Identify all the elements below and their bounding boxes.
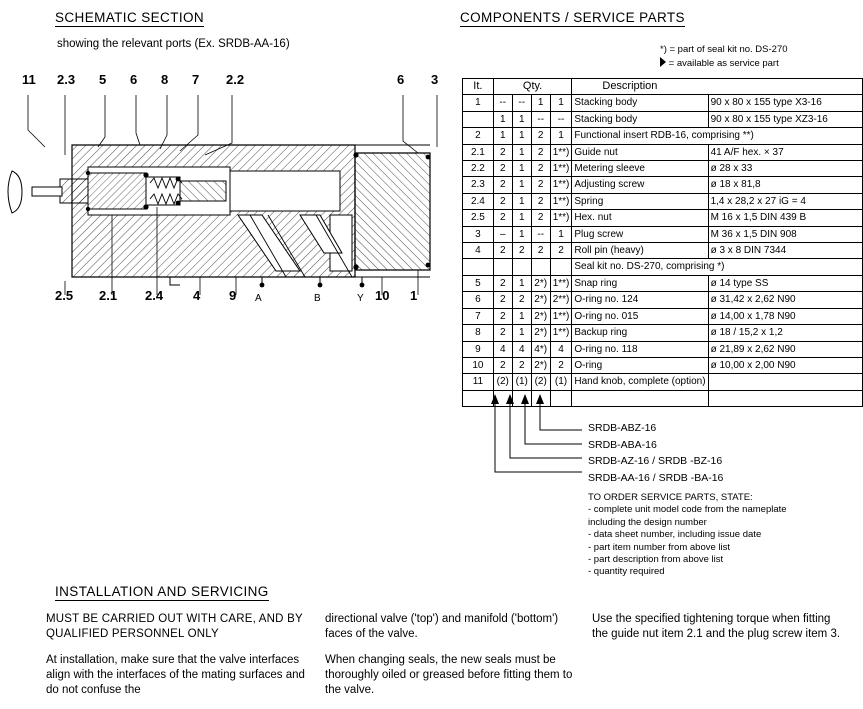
cell-spec: ø 14,00 x 1,78 N90 bbox=[708, 308, 862, 324]
table-row bbox=[463, 243, 863, 259]
cell-spec: ø 3 x 8 DIN 7344 bbox=[708, 243, 862, 259]
callout-bot-1: 2.5 bbox=[55, 288, 74, 303]
cell-qty: 2 bbox=[550, 357, 572, 373]
cell-qty: 2 bbox=[493, 210, 512, 226]
table-row bbox=[463, 144, 863, 160]
cell-qty: 4 bbox=[512, 341, 531, 357]
cell-qty: 1**) bbox=[550, 161, 572, 177]
header-qty: Qty. bbox=[493, 79, 572, 95]
table-row bbox=[463, 111, 863, 127]
installation-column-1 bbox=[46, 612, 311, 709]
callout-bot-6: 10 bbox=[375, 288, 390, 303]
cell-qty: 2 bbox=[493, 193, 512, 209]
cell-qty: (1) bbox=[512, 374, 531, 390]
cell-qty: 2 bbox=[493, 243, 512, 259]
cell-qty: 2 bbox=[531, 243, 550, 259]
cell-qty bbox=[493, 259, 512, 275]
callout-bot-7: 1 bbox=[410, 288, 418, 303]
cell-qty: 2 bbox=[512, 292, 531, 308]
cell-spec: 41 A/F hex. × 37 bbox=[708, 144, 862, 160]
cell-qty: 2 bbox=[531, 177, 550, 193]
cell-qty: 1**) bbox=[550, 144, 572, 160]
cell-qty: 4 bbox=[493, 341, 512, 357]
cell-spec: ø 31,42 x 2,62 N90 bbox=[708, 292, 862, 308]
callout-top-8: 6 bbox=[397, 72, 405, 87]
cell-qty: 1 bbox=[512, 226, 531, 242]
model-code-item: SRDB-AZ-16 / SRDB -BZ-16 bbox=[588, 455, 723, 467]
schematic-subtitle: showing the relevant ports (Ex. SRDB-AA-16) bbox=[57, 38, 290, 50]
cell-item bbox=[463, 111, 494, 127]
installation-section-title bbox=[55, 584, 269, 599]
cell-qty: 2 bbox=[531, 128, 550, 144]
port-label-a: A bbox=[255, 293, 262, 304]
cell-qty: 2*) bbox=[531, 275, 550, 291]
port-label-b: B bbox=[314, 293, 321, 304]
cell-qty: 1 bbox=[512, 144, 531, 160]
cell-qty: 2 bbox=[493, 161, 512, 177]
table-row bbox=[463, 275, 863, 291]
cell-qty: – bbox=[493, 226, 512, 242]
cell-qty: 1 bbox=[512, 177, 531, 193]
cell-qty: 1 bbox=[512, 308, 531, 324]
cell-spec: M 36 x 1,5 DIN 908 bbox=[708, 226, 862, 242]
components-section-title bbox=[460, 10, 685, 25]
model-code-item: SRDB-ABZ-16 bbox=[588, 422, 657, 434]
legend-line-1: *) = part of seal kit no. DS-270 bbox=[660, 44, 788, 55]
table-row bbox=[463, 128, 863, 144]
cell-item: 8 bbox=[463, 325, 494, 341]
order-instruction-item: - complete unit model code from the nameplate bbox=[588, 504, 787, 516]
schematic-section-title-text: SCHEMATIC SECTION bbox=[55, 10, 205, 25]
components-section-title-text: COMPONENTS / SERVICE PARTS bbox=[460, 10, 685, 25]
cell-qty: 1 bbox=[531, 95, 550, 111]
callout-top-6: 7 bbox=[192, 72, 200, 87]
cell-qty: 2 bbox=[493, 308, 512, 324]
cell-qty: 2**) bbox=[550, 292, 572, 308]
installation-section-title-text: INSTALLATION AND SERVICING bbox=[55, 584, 269, 599]
cell-item: 2.4 bbox=[463, 193, 494, 209]
cell-description: Hand knob, complete (option) bbox=[572, 374, 708, 390]
table-row bbox=[463, 259, 863, 275]
cell-qty: 1**) bbox=[550, 325, 572, 341]
cell-item: 6 bbox=[463, 292, 494, 308]
cell-qty: 1**) bbox=[550, 193, 572, 209]
cell-description: Plug screw bbox=[572, 226, 708, 242]
cell-spec: 90 x 80 x 155 type XZ3-16 bbox=[708, 111, 862, 127]
table-legend bbox=[660, 44, 788, 71]
cell-qty: 2 bbox=[531, 210, 550, 226]
table-row bbox=[463, 177, 863, 193]
cell-item: 2.5 bbox=[463, 210, 494, 226]
cell-qty: 2 bbox=[512, 243, 531, 259]
callout-top-4: 6 bbox=[130, 72, 138, 87]
callout-bot-2: 2.1 bbox=[99, 288, 118, 303]
cell-description: Seal kit no. DS-270, comprising *) bbox=[572, 259, 863, 275]
cell-item bbox=[463, 259, 494, 275]
cell-spec: ø 21,89 x 2,62 N90 bbox=[708, 341, 862, 357]
cell-description: O-ring bbox=[572, 357, 708, 373]
cell-spec: 1,4 x 28,2 x 27 iG = 4 bbox=[708, 193, 862, 209]
cell-spec: ø 28 x 33 bbox=[708, 161, 862, 177]
callout-top-1: 11 bbox=[22, 72, 36, 87]
header-item: It. bbox=[463, 79, 494, 95]
cell-qty: 2 bbox=[493, 144, 512, 160]
cell-description: Spring bbox=[572, 193, 708, 209]
cell-description: O-ring no. 118 bbox=[572, 341, 708, 357]
cell-spec: ø 18 / 15,2 x 1,2 bbox=[708, 325, 862, 341]
cell-spec: ø 10,00 x 2,00 N90 bbox=[708, 357, 862, 373]
service-part-marker-icon bbox=[660, 57, 666, 67]
cell-spec: 90 x 80 x 155 type X3-16 bbox=[708, 95, 862, 111]
cell-qty: -- bbox=[531, 226, 550, 242]
cell-qty: 2 bbox=[550, 243, 572, 259]
table-row bbox=[463, 226, 863, 242]
cell-item: 11 bbox=[463, 374, 494, 390]
cell-item: 2.3 bbox=[463, 177, 494, 193]
cell-qty: 1 bbox=[512, 111, 531, 127]
cell-qty: 2*) bbox=[531, 308, 550, 324]
cell-qty: -- bbox=[531, 111, 550, 127]
cell-description: Backup ring bbox=[572, 325, 708, 341]
cell-qty: 1 bbox=[512, 193, 531, 209]
model-code-item: SRDB-AA-16 / SRDB -BA-16 bbox=[588, 471, 724, 484]
cell-qty: 2 bbox=[512, 357, 531, 373]
cell-qty: 4*) bbox=[531, 341, 550, 357]
cell-qty: 1 bbox=[512, 128, 531, 144]
cell-description: Metering sleeve bbox=[572, 161, 708, 177]
cell-spec: M 16 x 1,5 DIN 439 B bbox=[708, 210, 862, 226]
table-row bbox=[463, 193, 863, 209]
order-instruction-item: - quantity required bbox=[588, 566, 665, 578]
callout-top-3: 5 bbox=[99, 72, 107, 87]
callout-top-9: 3 bbox=[431, 72, 439, 87]
cell-qty: 2 bbox=[531, 144, 550, 160]
cell-qty: 2 bbox=[493, 177, 512, 193]
table-row bbox=[463, 292, 863, 308]
cell-description: Snap ring bbox=[572, 275, 708, 291]
cell-qty: 2 bbox=[531, 193, 550, 209]
cell-description: O-ring no. 124 bbox=[572, 292, 708, 308]
cell-spec bbox=[708, 374, 862, 390]
model-code-item: SRDB-ABA-16 bbox=[588, 438, 657, 451]
cell-qty: 2*) bbox=[531, 325, 550, 341]
cell-item: 5 bbox=[463, 275, 494, 291]
installation-col1-paragraph-1: MUST BE CARRIED OUT WITH CARE, AND BY QUALIFIED PERSONNEL ONLY bbox=[46, 613, 303, 640]
model-code-list bbox=[588, 420, 723, 486]
installation-col2-paragraph-1: directional valve ('top') and manifold ('bottom') faces of the valve. bbox=[325, 613, 559, 640]
table-row bbox=[463, 341, 863, 357]
cell-qty: 2 bbox=[531, 161, 550, 177]
cell-spec bbox=[708, 390, 862, 406]
callout-bot-4: 4 bbox=[193, 288, 201, 303]
cell-qty: 1 bbox=[550, 128, 572, 144]
cell-description: Guide nut bbox=[572, 144, 708, 160]
components-table bbox=[462, 78, 863, 407]
cell-item: 2.1 bbox=[463, 144, 494, 160]
cell-description: O-ring no. 015 bbox=[572, 308, 708, 324]
cell-qty: 1**) bbox=[550, 308, 572, 324]
cell-qty: 1 bbox=[512, 275, 531, 291]
cell-qty: (2) bbox=[531, 374, 550, 390]
table-row bbox=[463, 308, 863, 324]
callout-top-7: 2.2 bbox=[226, 72, 245, 87]
installation-col1-paragraph-2: At installation, make sure that the valve interfaces align with the interfaces of the mating surfaces and do not confuse the bbox=[46, 654, 305, 696]
cell-qty: 1 bbox=[512, 325, 531, 341]
cell-description: Stacking body bbox=[572, 111, 708, 127]
cell-qty: (1) bbox=[550, 374, 572, 390]
cell-qty bbox=[512, 259, 531, 275]
cell-qty bbox=[531, 259, 550, 275]
cell-qty: 2*) bbox=[531, 357, 550, 373]
table-row bbox=[463, 95, 863, 111]
installation-column-3 bbox=[592, 612, 842, 653]
callout-top-2: 2.3 bbox=[57, 72, 76, 87]
order-instructions bbox=[588, 492, 787, 579]
cell-qty: 1 bbox=[550, 226, 572, 242]
legend-line-2 bbox=[660, 57, 788, 71]
cell-qty: 2 bbox=[493, 275, 512, 291]
order-instructions-title: TO ORDER SERVICE PARTS, STATE: bbox=[588, 492, 753, 503]
order-instruction-item: including the design number bbox=[588, 516, 707, 528]
table-header-row bbox=[463, 79, 863, 95]
cell-qty: 1 bbox=[550, 95, 572, 111]
table-row bbox=[463, 210, 863, 226]
cell-qty: -- bbox=[493, 95, 512, 111]
cell-description: Roll pin (heavy) bbox=[572, 243, 708, 259]
schematic-section-title bbox=[55, 10, 204, 25]
cell-qty: 1**) bbox=[550, 210, 572, 226]
callout-bot-5: 9 bbox=[229, 288, 237, 303]
valve-cross-section-drawing bbox=[0, 95, 460, 325]
cell-item: 2.2 bbox=[463, 161, 494, 177]
cell-qty: 1**) bbox=[550, 177, 572, 193]
cell-qty: 1 bbox=[493, 128, 512, 144]
cell-item: 1 bbox=[463, 95, 494, 111]
cell-qty: 2 bbox=[493, 325, 512, 341]
cell-item: 2 bbox=[463, 128, 494, 144]
installation-column-2 bbox=[325, 612, 580, 709]
cell-spec: ø 14 type SS bbox=[708, 275, 862, 291]
cell-description: Adjusting screw bbox=[572, 177, 708, 193]
cell-item: 9 bbox=[463, 341, 494, 357]
cell-qty: -- bbox=[512, 95, 531, 111]
callout-top-5: 8 bbox=[161, 72, 169, 87]
cell-qty bbox=[550, 259, 572, 275]
table-row bbox=[463, 357, 863, 373]
cell-item: 3 bbox=[463, 226, 494, 242]
cell-qty: 2 bbox=[493, 292, 512, 308]
installation-col3-paragraph-1: Use the specified tightening torque when fitting the guide nut item 2.1 and the plug screw item 3. bbox=[592, 613, 841, 640]
installation-col2-paragraph-2: When changing seals, the new seals must be thoroughly oiled or greased before fitting them to the valve. bbox=[325, 654, 573, 696]
cell-qty: 2 bbox=[493, 357, 512, 373]
callout-bot-3: 2.4 bbox=[145, 288, 164, 303]
cell-qty: (2) bbox=[493, 374, 512, 390]
cell-item: 4 bbox=[463, 243, 494, 259]
table-row bbox=[463, 325, 863, 341]
table-row bbox=[463, 161, 863, 177]
cell-spec: ø 18 x 81,8 bbox=[708, 177, 862, 193]
legend-line-2-text: = available as service part bbox=[668, 57, 779, 69]
cell-description: Stacking body bbox=[572, 95, 708, 111]
cell-qty: 1 bbox=[512, 161, 531, 177]
cell-qty: 2*) bbox=[531, 292, 550, 308]
order-instruction-item: - data sheet number, including issue date bbox=[588, 529, 762, 541]
cell-item: 7 bbox=[463, 308, 494, 324]
cell-description: Functional insert RDB-16, comprising **) bbox=[572, 128, 863, 144]
cell-qty: -- bbox=[550, 111, 572, 127]
order-instruction-item: - part description from above list bbox=[588, 554, 724, 566]
cell-item: 10 bbox=[463, 357, 494, 373]
cell-description: Hex. nut bbox=[572, 210, 708, 226]
cell-qty: 4 bbox=[550, 341, 572, 357]
port-label-y: Y bbox=[357, 293, 364, 304]
cell-qty: 1 bbox=[493, 111, 512, 127]
order-instruction-item: - part item number from above list bbox=[588, 541, 731, 553]
cell-qty: 1 bbox=[512, 210, 531, 226]
header-description: Description bbox=[572, 79, 863, 95]
cell-qty: 1**) bbox=[550, 275, 572, 291]
